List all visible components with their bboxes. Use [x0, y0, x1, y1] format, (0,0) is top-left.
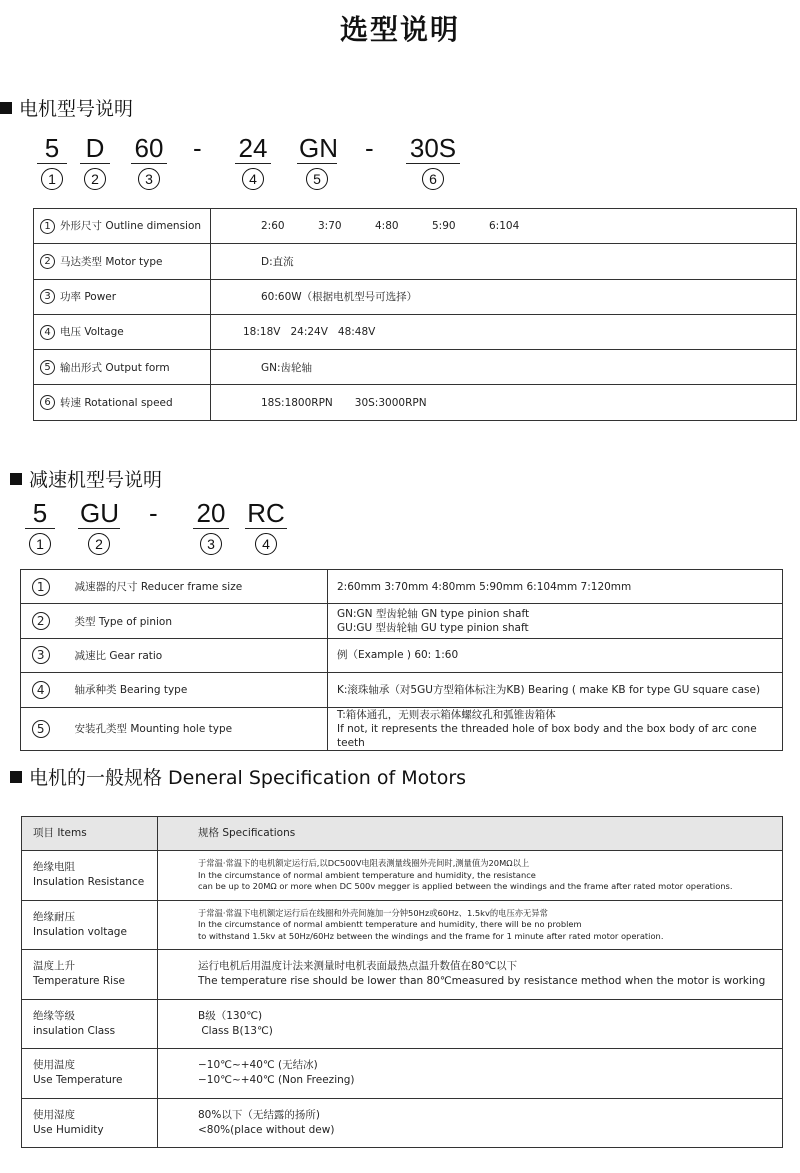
table-row: 绝缘等级 insulation Class B级（130℃) Class B(13℃)	[22, 999, 783, 1049]
motor-code-3: 60 3	[131, 133, 167, 190]
reducer-model-heading: 减速机型号说明	[10, 465, 162, 492]
motor-code-1: 5 1	[37, 133, 67, 190]
table-row: 绝缘电阻 Insulation Resistance 于常温·常温下的电机额定运行后,以DC500V电阻表测量线圈外壳间时,测量值为20MΩ以上 In the circumstance of normal ambient temperature and humidity, the resistance can be up to 20MΩ or more when DC 500v megger is applied between the windings and the frame after rated motor operations.	[22, 851, 783, 901]
table-header-row: 项目 Items 规格 Specifications	[22, 817, 783, 851]
table-row: 使用温度 Use Temperature −10℃~+40℃ (无结冰) −10℃~+40℃ (Non Freezing)	[22, 1049, 783, 1099]
table-row: 4 轴承种类 Bearing type K:滚珠轴承（对5GU方型箱体标注为KB) Bearing ( make KB for type GU square case)	[21, 673, 783, 707]
table-row: 5 输出形式 Output form GN:齿轮轴	[34, 350, 797, 385]
table-row: 使用湿度 Use Humidity 80%以下（无结露的扬所) <80%(place without dew)	[22, 1098, 783, 1148]
page-title: 选型说明	[339, 13, 460, 46]
motor-code-4: 24 4	[235, 133, 271, 190]
square-bullet-icon	[0, 102, 12, 114]
table-row: 4 电压 Voltage 18:18V 24:24V 48:48V	[34, 314, 797, 349]
reducer-dash: -	[149, 498, 158, 528]
table-row: 5 安装孔类型 Mounting hole type T:箱体通孔，无则表示箱体螺纹孔和弧锥齿箱体 If not, it represents the threaded hole of box body and the box body of arc cone teeth	[21, 707, 783, 750]
table-row: 2 马达类型 Motor type D:直流	[34, 244, 797, 279]
table-row: 6 转速 Rotational speed 18S:1800RPN 30S:3000RPN	[34, 385, 797, 420]
table-row: 3 功率 Power 60:60W（根据电机型号可选择）	[34, 279, 797, 314]
motor-code-6: 30S 6	[406, 133, 460, 190]
table-row: 温度上升 Temperature Rise 运行电机后用温度计法来测量时电机表面最热点温升数值在80℃以下 The temperature rise should be lower than 80℃measured by resistance method when the motor is working	[22, 950, 783, 1000]
table-row: 绝缘耐压 Insulation voltage 于常温·常温下电机额定运行后在线圈和外壳间施加一分钟50Hz或60Hz、1.5kv的电压亦无异常 In the circumstance of normal ambientt temperature and humidity, there will be no problem to withstand 1.5kv at 50Hz/60Hz between the windings and the frame for 1 minute after rated motor operation.	[22, 900, 783, 950]
reducer-code-4: RC 4	[245, 498, 287, 555]
table-row: 1 减速器的尺寸 Reducer frame size 2:60mm 3:70mm 4:80mm 5:90mm 6:104mm 7:120mm	[21, 570, 783, 604]
general-spec-heading: 电机的一般规格 Deneral Specification of Motors	[10, 763, 466, 790]
motor-dash-1: -	[193, 133, 202, 163]
motor-code-2: D 2	[80, 133, 110, 190]
table-row: 3 减速比 Gear ratio 例（Example ) 60: 1:60	[21, 638, 783, 672]
table-row: 1 外形尺寸 Outline dimension 2:60 3:70 4:80 5:90 6:104	[34, 209, 797, 244]
reducer-code-3: 20 3	[193, 498, 229, 555]
general-spec-table	[21, 816, 783, 1148]
row-label: 外形尺寸 Outline dimension	[60, 220, 202, 233]
table-row: 2 类型 Type of pinion GN:GN 型齿轮轴 GN type pinion shaft GU:GU 型齿轮轴 GU type pinion shaft	[21, 604, 783, 638]
reducer-code-2: GU 2	[78, 498, 120, 555]
reducer-model-table	[20, 569, 783, 751]
motor-model-heading: 电机型号说明	[0, 94, 133, 121]
motor-model-table	[33, 208, 797, 421]
square-bullet-icon	[10, 771, 22, 783]
motor-dash-2: -	[365, 133, 374, 163]
square-bullet-icon	[10, 473, 22, 485]
reducer-code-1: 5 1	[25, 498, 55, 555]
motor-code-5: GN 5	[297, 133, 337, 190]
